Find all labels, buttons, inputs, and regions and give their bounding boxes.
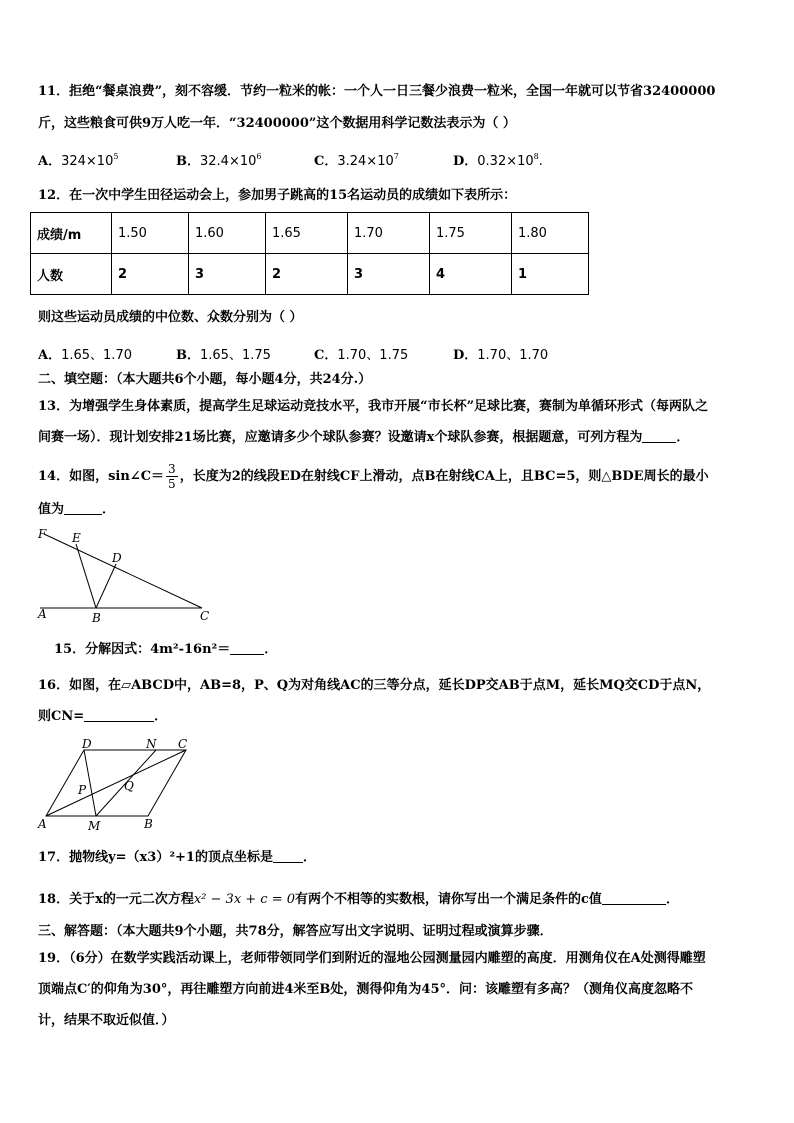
q17-line: 17．抛物线y=（x3）²+1的顶点坐标是 ． [38,850,316,865]
table-cell: 3 [348,254,430,295]
table-cell: 1.80 [512,213,589,254]
label-E: E [72,531,81,545]
q13-line1: 13．为增强学生身体素质，提高学生足球运动竞技水平，我市开展“市长杯”足球比赛，赛制为单循环形式（每两队之 [38,399,709,414]
q16-line1: 16．如图，在▱ABCD中，AB=8，P、Q为对角线AC的三等分点，延长DP交AB于点M，延长MQ交CD于点N， [38,678,711,693]
label-F: F [38,527,47,541]
answer-blank[interactable] [230,640,264,655]
table-cell: 3 [189,254,266,295]
q16-figure [34,736,194,832]
table-row [31,254,589,295]
section-2-heading: 二、填空题：（本大题共6个小题，每小题4分，共24分.） [38,372,372,387]
q11-line1: 11．拒绝“餐桌浪费”，刻不容缓．节约一粒米的帐：一个人一日三餐少浪费一粒米，全国一年就可以节省32400000 [38,84,716,99]
q12-option-c: C．1.70、1.75 [314,348,409,363]
table-cell: 1.75 [430,213,512,254]
q11-option-c: C．$3.24\times 10^7$ [314,152,399,169]
q14-figure [34,526,218,622]
q19-line2: 顶端点C′的仰角为30°，再往雕塑方向前进4米至B处，测得仰角为45°．问：该雕塑有多高？（测角仪高度忽略不 [38,982,693,997]
table-cell: 1.65 [266,213,348,254]
answer-blank[interactable] [273,848,303,863]
q19-line3: 计，结果不取近似值．） [38,1013,175,1028]
table-cell: 2 [266,254,348,295]
answer-blank[interactable] [64,500,102,515]
q14-line1: 14．如图，sin∠C＝ $\frac{3}{5}$ ，长度为2的线段ED在射线CF上滑动，点B在射线CA上，且BC=5，则△BDE周长的最小 [38,462,709,491]
equation: x² − 3x + c = 0 [193,892,296,907]
q13-line2: 间赛一场）．现计划安排21场比赛，应邀请多少个球队参赛？设邀请x个球队参赛，根据题意，可列方程为 ． [38,430,690,445]
label-B: B [144,817,153,831]
q11-option-a: A．$324\times 10^5$ [38,152,119,169]
label-C: C [178,737,188,751]
table-cell: 1.70 [348,213,430,254]
table-cell: 1.50 [112,213,189,254]
label-C: C [200,609,210,622]
q12-option-b: B．1.65、1.75 [176,348,271,363]
label-N: N [146,737,157,751]
q15-line: 15．分解因式：4m²-16n²＝ ． [54,642,278,657]
answer-blank[interactable] [602,890,666,905]
q12-option-d: D．1.70、1.70 [453,348,549,363]
label-A: A [38,607,47,621]
q18-line: 18．关于x的一元二次方程x² − 3x + c = 0有两个不相等的实数根，请你写出一个满足条件的c值 ． [38,892,679,907]
q11-line2: 斤，这些粮食可供9万人吃一年．“32400000”这个数据用科学记数法表示为（ ） [38,116,516,131]
q19-line1: 19．（6分）在数学实践活动课上，老师带领同学们到附近的湿地公园测量园内雕塑的高度．用测角仪在A处测得雕塑 [38,951,706,966]
answer-blank[interactable] [84,707,154,722]
label-M: M [88,819,101,832]
q12-option-a: A．1.65、1.70 [38,348,132,363]
label-Q: Q [124,779,134,793]
table-cell: 人数 [31,254,112,295]
label-D: D [112,551,122,565]
q11-option-b: B．$32.4\times 10^6$ [176,152,262,169]
label-B: B [92,611,101,622]
table-row [31,213,589,254]
section-3-heading: 三、解答题：（本大题共9个小题，共78分，解答应写出文字说明、证明过程或演算步骤． [38,924,553,939]
label-P: P [78,783,87,797]
table-cell: 4 [430,254,512,295]
table-cell: 1 [512,254,589,295]
answer-blank[interactable] [642,428,676,443]
label-A: A [38,817,47,831]
q12-question: 则这些运动员成绩的中位数、众数分别为（ ） [38,310,303,325]
table-cell: 成绩/m [31,213,112,254]
q12-stem: 12．在一次中学生田径运动会上，参加男子跳高的15名运动员的成绩如下表所示： [38,188,517,203]
q14-line2: 值为 ． [38,502,116,517]
q11-option-d: D．$0.32\times 10^8$. [453,152,543,169]
q16-line2: 则CN= ． [38,709,168,724]
label-D: D [82,737,92,751]
q12-score-table [30,212,589,295]
table-cell: 2 [112,254,189,295]
table-cell: 1.60 [189,213,266,254]
fraction: $\frac{3}{5}$ [168,462,176,491]
